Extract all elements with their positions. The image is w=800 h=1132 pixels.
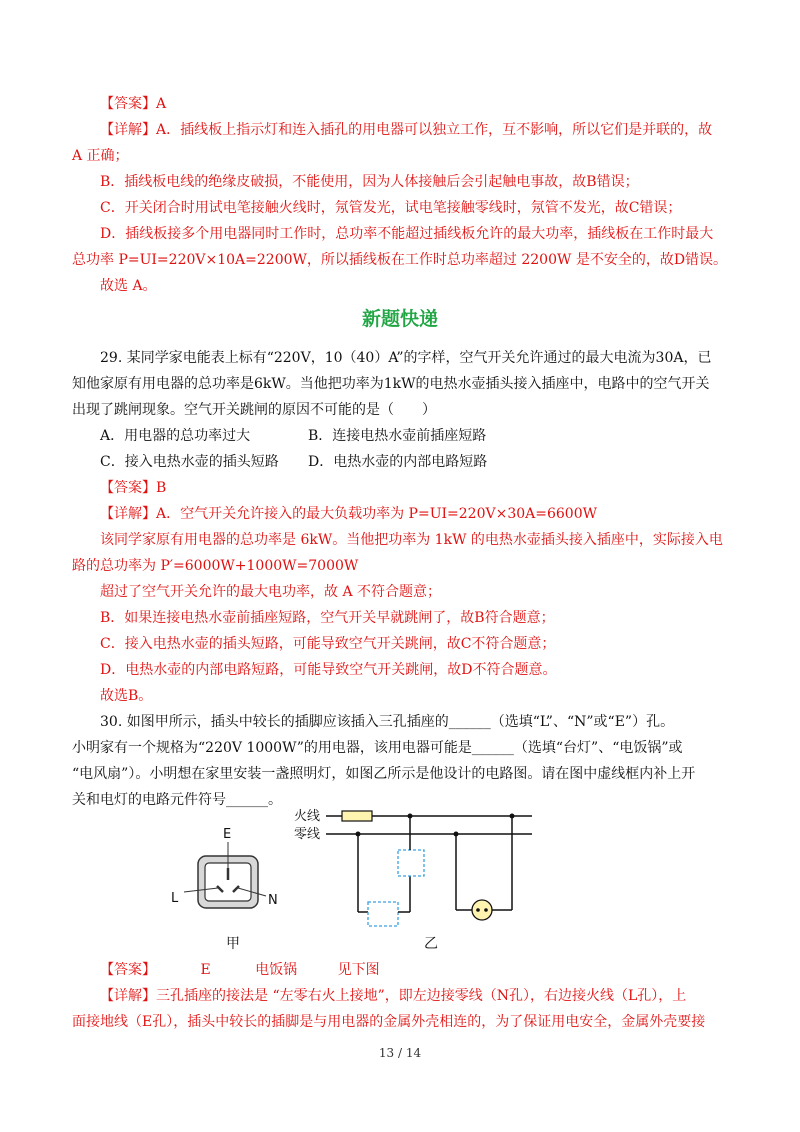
empty-box-upper bbox=[398, 850, 424, 876]
q30-detail-line: 【详解】三孔插座的接法是 “左零右火上接地”，即左边接零线（N孔），右边接火线（L孔），上 bbox=[100, 988, 687, 1004]
socket-pin bbox=[476, 908, 480, 912]
prev-answer bbox=[100, 94, 166, 114]
q30-stem: 关和电灯的电路元件符号______。 bbox=[72, 792, 282, 808]
q30-stem: “电风扇”）。小明想在家里安装一盏照明灯，如图乙所示是他设计的电路图。请在图中虚线框内补上开 bbox=[72, 766, 696, 782]
fuse bbox=[342, 811, 372, 821]
detail-tag: 【详解】 bbox=[100, 506, 156, 522]
empty-box-lower bbox=[368, 902, 398, 926]
q29-detail-line: 该同学家原有用电器的总功率是 6kW。当他把功率为 1kW 的电热水壶插头接入插座中，实际接入电 bbox=[100, 532, 723, 548]
prev-detail-line: C．开关闭合时用试电笔接触火线时，氖管发光，试电笔接触零线时，氖管不发光，故C错误； bbox=[100, 200, 682, 216]
q30-stem: 小明家有一个规格为“220V 1000W”的用电器，该用电器可能是______（选填“台灯”、“电饭锅”或 bbox=[72, 740, 683, 756]
socket-figure bbox=[160, 820, 290, 950]
q29-detail-line: 路的总功率为 P′=6000W+1000W=7000W bbox=[72, 558, 359, 574]
fig-yi-caption: 乙 bbox=[424, 936, 438, 952]
q29-detail-line: D．电热水壶的内部电路短路，可能导致空气开关跳闸，故D不符合题意。 bbox=[100, 662, 557, 678]
q29-detail-line: 故选B。 bbox=[100, 688, 153, 704]
label-l: L bbox=[171, 891, 179, 906]
q29-option-d: D．电热水壶的内部电路短路 bbox=[308, 454, 488, 470]
prev-detail-line: A 正确； bbox=[72, 148, 129, 164]
q29-detail-line: C．接入电热水壶的插头短路，可能导致空气开关跳闸，故C不符合题意； bbox=[100, 636, 556, 652]
live-wire-label: 火线 bbox=[294, 809, 321, 824]
prev-detail-line: 总功率 P=UI=220V×10A=2200W，所以插线板在工作时总功率超过 2200W 是不安全的，故D错误。 bbox=[72, 252, 728, 268]
answer-value: B bbox=[156, 480, 167, 496]
q29-stem: 29. 某同学家电能表上标有“220V，10（40）A”的字样，空气开关允许通过的最大电流为30A，已 bbox=[100, 350, 712, 366]
answer-tag: 【答案】 bbox=[100, 480, 156, 496]
q29-detail-line: 超过了空气开关允许的最大电功率，故 A 不符合题意； bbox=[100, 584, 442, 600]
label-n: N bbox=[268, 893, 278, 908]
q30-detail-line: 面接地线（E孔），插头中较长的插脚是与用电器的金属外壳相连的，为了保证用电安全，金属外壳要接 bbox=[72, 1014, 706, 1030]
socket-symbol bbox=[472, 900, 492, 920]
q29-stem: 出现了跳闸现象。空气开关跳闸的原因不可能的是（ ） bbox=[72, 402, 436, 418]
prev-detail-line: 故选 A。 bbox=[100, 278, 157, 294]
answer-value: A bbox=[156, 96, 167, 112]
section-title: 新题快递 bbox=[361, 308, 438, 330]
neutral-wire-label: 零线 bbox=[294, 827, 321, 842]
answer-value-3: 见下图 bbox=[337, 962, 380, 978]
answer-tag: 【答案】 bbox=[100, 962, 156, 978]
label-e: E bbox=[223, 827, 232, 842]
prev-detail-line: D．插线板接多个用电器同时工作时，总功率不能超过插线板允许的最大功率，插线板在工作时最大 bbox=[100, 226, 714, 242]
q29-option-a: A．用电器的总功率过大 bbox=[100, 428, 251, 444]
prev-detail-line: B．插线板电线的绝缘皮破损，不能使用，因为人体接触后会引起触电事故，故B错误； bbox=[100, 174, 639, 190]
q29-option-b: B．连接电热水壶前插座短路 bbox=[308, 428, 487, 444]
answer-value-1: E bbox=[200, 962, 211, 978]
q29-stem: 知他家原有用电器的总功率是6kW。当他把功率为1kW的电热水壶插头接入插座中，电路中的空气开关 bbox=[72, 376, 710, 392]
detail-tag: 【详解】 bbox=[100, 988, 156, 1004]
answer-tag: 【答案】 bbox=[100, 96, 156, 112]
q29-detail-line: 【详解】A．空气开关允许接入的最大负载功率为 P=UI=220V×30A=6600W bbox=[100, 506, 598, 522]
detail-tag: 【详解】 bbox=[100, 122, 156, 138]
fig-jia-caption: 甲 bbox=[226, 936, 240, 952]
q29-option-c: C．接入电热水壶的插头短路 bbox=[100, 454, 279, 470]
circuit-figure bbox=[290, 800, 550, 940]
q29-answer bbox=[100, 478, 166, 498]
q30-stem: 30. 如图甲所示，插头中较长的插脚应该插入三孔插座的______（选填“L”、“N”或“E”）孔。 bbox=[100, 714, 675, 730]
prev-detail-line: 【详解】A．插线板上指示灯和连入插孔的用电器可以独立工作，互不影响，所以它们是并联的，故 bbox=[100, 122, 713, 138]
answer-value-2: 电饭锅 bbox=[255, 962, 298, 978]
q29-detail-line: B．如果连接电热水壶前插座短路，空气开关早就跳闸了，故B符合题意； bbox=[100, 610, 555, 626]
q30-answer bbox=[100, 960, 380, 980]
page-number: 13 / 14 bbox=[378, 1046, 422, 1060]
socket-pin bbox=[484, 908, 488, 912]
